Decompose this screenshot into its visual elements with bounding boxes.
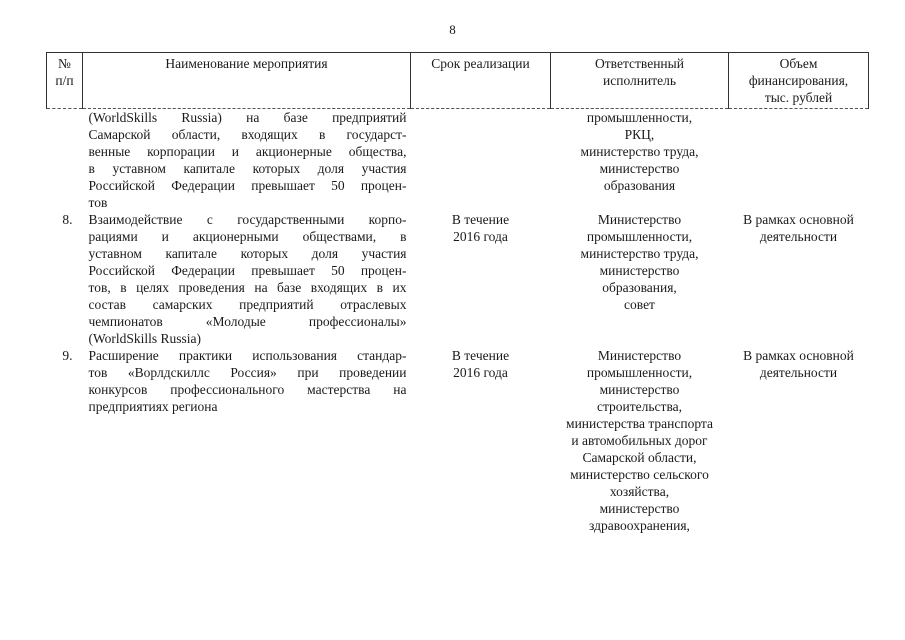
table-row [47, 109, 869, 212]
text-line: министерство [599, 161, 680, 176]
text-line: Взаимодействие с государственными корпо- [88, 212, 407, 227]
text-line: тов [88, 195, 108, 210]
implementation-term [411, 211, 551, 347]
header-term [411, 53, 551, 109]
funding-volume [729, 347, 869, 534]
header-activity-name [83, 53, 411, 109]
text-line: министерство [599, 263, 680, 278]
text-line: В течение [451, 348, 510, 363]
text-line: министерство труда, [580, 246, 699, 261]
header-funding [729, 53, 869, 109]
text-line: В рамках основной [743, 212, 854, 227]
implementation-term [411, 347, 551, 534]
header-text-line: финансирования, [748, 73, 849, 88]
responsible-executor [551, 109, 729, 212]
text-line: рациями и акционерными обществами, в [88, 229, 407, 244]
text-line: Министерство [597, 348, 682, 363]
text-line: (WorldSkills Russia) [88, 331, 202, 346]
text-line: тов, в целях проведения на базе входящих в их [88, 280, 407, 295]
text-line: промышленности, [586, 365, 693, 380]
text-line: деятельности [759, 365, 838, 380]
text-line: министерства транспорта [566, 416, 713, 431]
text-line: 2016 года [453, 229, 508, 244]
text-line: министерство сельского [570, 467, 709, 482]
text-line: уставном капитале которых доля участия [88, 246, 407, 261]
funding-volume [729, 109, 869, 212]
header-number [47, 53, 83, 109]
header-text-line: Срок реализации [431, 56, 530, 71]
text-line: Расширение практики использования стандар- [88, 348, 407, 363]
header-text-line: Ответственный [595, 56, 684, 71]
text-line: здравоохранения, [589, 518, 690, 533]
text-line: конкурсов профессионального мастерства на [88, 382, 407, 397]
table-header-row [47, 53, 869, 109]
text-line: промышленности, [586, 229, 693, 244]
text-line: состав самарских предприятий отраслевых [88, 297, 407, 312]
text-line: деятельности [759, 229, 838, 244]
text-line: министерство труда, [580, 144, 699, 159]
text-line: Российской Федерации превышает 50 процен- [88, 178, 407, 193]
responsible-executor [551, 211, 729, 347]
row-number: 8. [62, 212, 73, 227]
header-text-line: Наименование мероприятия [165, 56, 328, 71]
text-line: венные корпорации и акционерные общества, [88, 144, 407, 159]
page-number: 8 [449, 22, 456, 37]
text-line: министерство [599, 382, 680, 397]
header-text-line: п/п [55, 73, 74, 88]
text-line: 2016 года [453, 365, 508, 380]
activity-name [83, 109, 411, 212]
text-line: образования [603, 178, 676, 193]
text-line: промышленности, [586, 110, 693, 125]
header-text-line: исполнитель [603, 73, 676, 88]
text-line: хозяйства, [609, 484, 670, 499]
funding-volume [729, 211, 869, 347]
text-line: строительства, [596, 399, 683, 414]
header-text-line: Объем [779, 56, 818, 71]
activity-name [83, 347, 411, 534]
text-line: Российской Федерации превышает 50 процен- [88, 263, 407, 278]
text-line: чемпионатов «Молодые профессионалы» [88, 314, 407, 329]
table-row [47, 211, 869, 347]
text-line: предприятиях региона [88, 399, 218, 414]
activities-table [46, 52, 869, 534]
header-text-line: № [58, 56, 71, 71]
header-executor [551, 53, 729, 109]
text-line: тов «Ворлдскиллс Россия» при проведении [88, 365, 407, 380]
text-line: Самарской области, входящих в государст- [88, 127, 407, 142]
activity-name [83, 211, 411, 347]
text-line: министерство [599, 501, 680, 516]
text-line: В течение [451, 212, 510, 227]
text-line: (WorldSkills Russia) на базе предприятий [88, 110, 407, 125]
text-line: Самарской области, [582, 450, 697, 465]
text-line: образования, [602, 280, 677, 295]
responsible-executor [551, 347, 729, 534]
text-line: В рамках основной [743, 348, 854, 363]
row-number [47, 109, 83, 212]
text-line: РКЦ, [624, 127, 655, 142]
text-line: совет [624, 297, 655, 312]
text-line: и автомобильных дорог [571, 433, 708, 448]
table-row [47, 347, 869, 534]
implementation-term [411, 109, 551, 212]
text-line: Министерство [597, 212, 682, 227]
row-number: 9. [62, 348, 73, 363]
text-line: в уставном капитале которых доля участия [88, 161, 407, 176]
header-text-line: тыс. рублей [764, 90, 833, 105]
